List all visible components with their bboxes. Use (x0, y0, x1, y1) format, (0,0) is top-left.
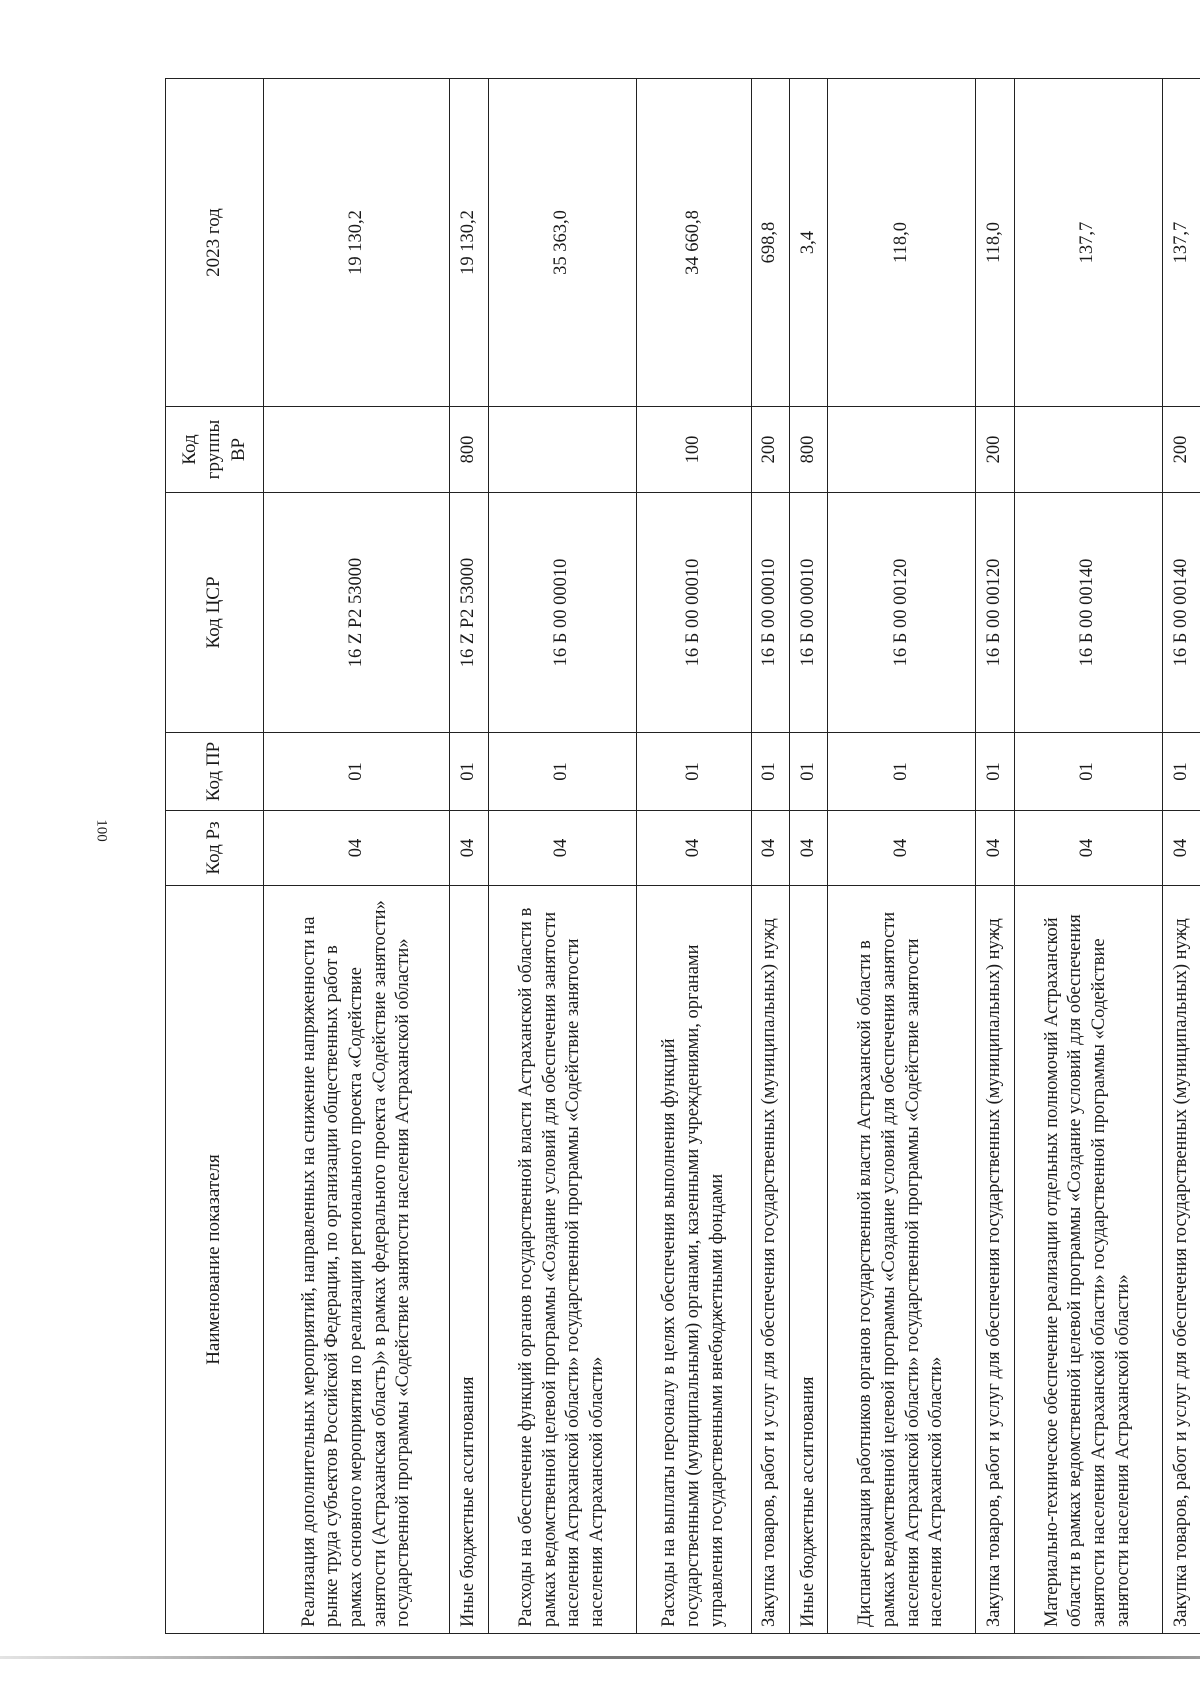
header-pr: Код ПР (166, 733, 264, 811)
row-amount: 34 660,8 (636, 79, 751, 407)
header-csr: Код ЦСР (166, 493, 264, 733)
row-csr: 16 Б 00 00010 (488, 493, 636, 733)
rotated-table-container (165, 79, 1200, 1634)
row-amount: 137,7 (1014, 79, 1162, 407)
row-amount: 118,0 (976, 79, 1014, 407)
row-vr (1014, 407, 1162, 493)
row-csr: 16 Б 00 00010 (636, 493, 751, 733)
row-amount: 137,7 (1162, 79, 1200, 407)
row-rz: 04 (751, 811, 789, 886)
row-name: Закупка товаров, работ и услуг для обеспечения государственных (муниципальных) нужд (751, 886, 789, 1634)
row-rz: 04 (1014, 811, 1162, 886)
table-row (1162, 79, 1200, 1634)
row-name: Иные бюджетные ассигнования (450, 886, 488, 1634)
row-csr: 16 Z Р2 53000 (264, 493, 450, 733)
row-rz: 04 (488, 811, 636, 886)
row-name: Расходы на выплаты персоналу в целях обеспечения выполнения функций государственными (муниципальными) органами, казенными учреждениями, органами управления государственными внебюджетными фондами (636, 886, 751, 1634)
row-name: Диспансеризация работников органов государственной власти Астраханской области в рамках ведомственной целевой программы «Создание условий для обеспечения занятости населения Астраханской области» государственной программы «Содействие занятости населения Астраханской области» (828, 886, 976, 1634)
row-name: Расходы на обеспечение функций органов государственной власти Астраханской области в рамках ведомственной целевой программы «Создание условий для обеспечения занятости населения Астраханской области» государственной программы «Содействие занятости населения Астраханской области» (488, 886, 636, 1634)
page-number: 100 (93, 819, 110, 842)
row-pr: 01 (450, 733, 488, 811)
table-row (828, 79, 976, 1634)
row-pr: 01 (1014, 733, 1162, 811)
row-amount: 19 130,2 (264, 79, 450, 407)
row-vr: 100 (636, 407, 751, 493)
row-rz: 04 (636, 811, 751, 886)
row-vr (488, 407, 636, 493)
table-row (1014, 79, 1162, 1634)
row-pr: 01 (789, 733, 827, 811)
row-pr: 01 (264, 733, 450, 811)
budget-table (165, 78, 1200, 1634)
row-vr: 200 (1162, 407, 1200, 493)
table-row (488, 79, 636, 1634)
row-csr: 16 Б 00 00140 (1014, 493, 1162, 733)
row-rz: 04 (789, 811, 827, 886)
row-pr: 01 (636, 733, 751, 811)
row-name: Закупка товаров, работ и услуг для обеспечения государственных (муниципальных) нужд (976, 886, 1014, 1634)
row-vr: 800 (450, 407, 488, 493)
row-pr: 01 (488, 733, 636, 811)
row-csr: 16 Б 00 00010 (751, 493, 789, 733)
row-rz: 04 (450, 811, 488, 886)
row-amount: 35 363,0 (488, 79, 636, 407)
row-csr: 16 Б 00 00010 (789, 493, 827, 733)
row-pr: 01 (1162, 733, 1200, 811)
row-csr: 16 Z Р2 53000 (450, 493, 488, 733)
row-pr: 01 (828, 733, 976, 811)
row-vr: 200 (751, 407, 789, 493)
row-rz: 04 (976, 811, 1014, 886)
header-rz: Код Рз (166, 811, 264, 886)
header-vr: Код группы ВР (166, 407, 264, 493)
row-rz: 04 (264, 811, 450, 886)
table-row (450, 79, 488, 1634)
row-vr: 200 (976, 407, 1014, 493)
row-vr: 800 (789, 407, 827, 493)
row-pr: 01 (751, 733, 789, 811)
table-row (264, 79, 450, 1634)
row-name: Материально-техническое обеспечение реализации отдельных полномочий Астраханской области в рамках ведомственной целевой программы «Создание условий для обеспечения занятости населения Астраханской области» государственной программы «Содействие занятости населения Астраханской области» (1014, 886, 1162, 1634)
row-name: Закупка товаров, работ и услуг для обеспечения государственных (муниципальных) нужд (1162, 886, 1200, 1634)
row-amount: 118,0 (828, 79, 976, 407)
row-amount: 3,4 (789, 79, 827, 407)
table-row (751, 79, 789, 1634)
header-amount: 2023 год (166, 79, 264, 407)
row-amount: 19 130,2 (450, 79, 488, 407)
row-csr: 16 Б 00 00140 (1162, 493, 1200, 733)
header-name: Наименование показателя (166, 886, 264, 1634)
row-amount: 698,8 (751, 79, 789, 407)
scan-edge-line (0, 1656, 1200, 1659)
table-header-row (166, 79, 264, 1634)
row-csr: 16 Б 00 00120 (976, 493, 1014, 733)
row-rz: 04 (828, 811, 976, 886)
row-rz: 04 (1162, 811, 1200, 886)
row-vr (828, 407, 976, 493)
table-row (976, 79, 1014, 1634)
row-pr: 01 (976, 733, 1014, 811)
row-name: Иные бюджетные ассигнования (789, 886, 827, 1634)
table-row (789, 79, 827, 1634)
row-name: Реализация дополнительных мероприятий, направленных на снижение напряженности на рынке труда субъектов Российской Федерации, по организации общественных работ в рамках основного мероприятия по реализации регионального проекта «Содействие занятости (Астраханская область)» в рамках федерального проекта «Содействие занятости» государственной программы «Содействие занятости населения Астраханской области» (264, 886, 450, 1634)
row-csr: 16 Б 00 00120 (828, 493, 976, 733)
table-row (636, 79, 751, 1634)
row-vr (264, 407, 450, 493)
